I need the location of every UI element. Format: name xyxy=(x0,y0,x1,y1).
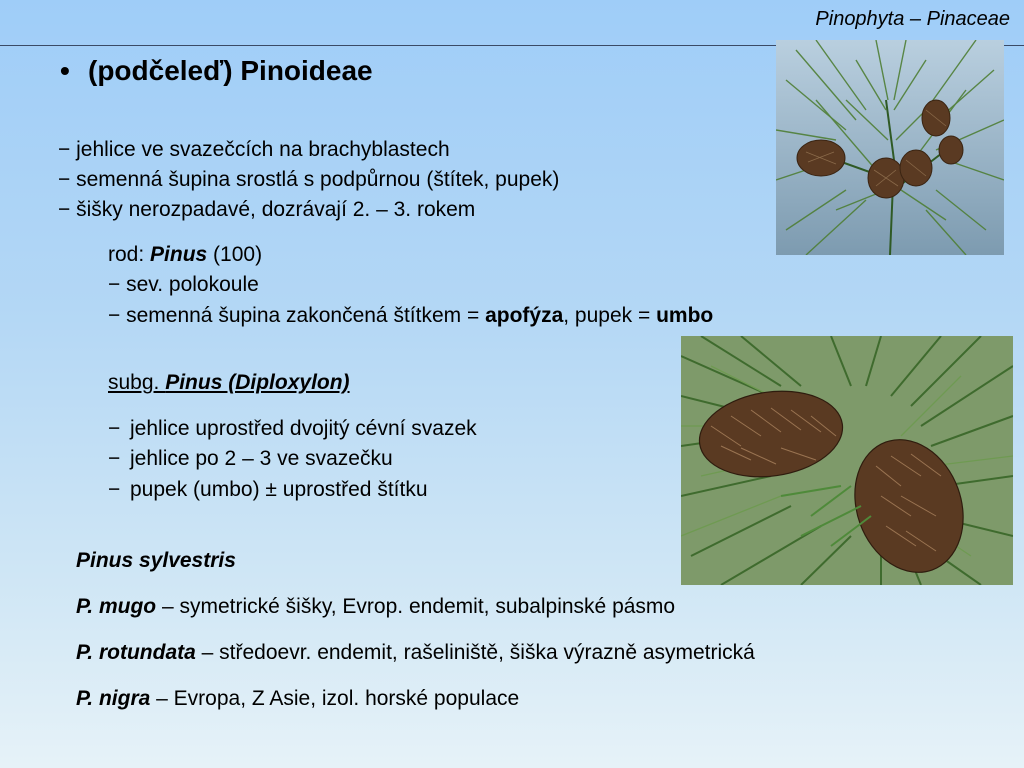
genus-detail-2-start: − semenná šupina zakončená štítkem = xyxy=(108,304,486,327)
species-desc: – symetrické šišky, Evrop. endemit, subalpinské pásmo xyxy=(156,595,676,618)
genus-count: (100) xyxy=(207,243,263,266)
subgenus-name: Pinus (Diploxylon) xyxy=(165,371,350,394)
species-name: P. rotundata xyxy=(76,641,196,664)
species-name: P. nigra xyxy=(76,687,151,710)
species-desc: – středoevr. endemit, rašeliniště, šiška výrazně asymetrická xyxy=(195,641,755,664)
dash-marker: − xyxy=(108,417,121,440)
genus-detail-2 xyxy=(108,301,713,331)
pine-cones-photo xyxy=(681,336,1013,585)
species-name: Pinus sylvestris xyxy=(76,549,236,572)
feature-line-1: − jehlice ve svazečcích na brachyblastech xyxy=(58,138,450,161)
subgenus-item-text: jehlice uprostřed dvojitý cévní svazek xyxy=(130,417,477,440)
genus-detail-1: − sev. polokoule xyxy=(108,273,259,296)
genus-detail-2-mid: , pupek = xyxy=(563,304,657,327)
section-title-text: (podčeleď) Pinoideae xyxy=(88,55,373,86)
feature-line-3: − šišky nerozpadavé, dozrávají 2. – 3. rokem xyxy=(58,198,476,221)
subgenus-prefix: subg. xyxy=(108,371,166,394)
term-apofyza: apofýza xyxy=(485,304,564,327)
dash-marker: − xyxy=(108,447,121,470)
section-title xyxy=(60,55,373,87)
genus-prefix: rod: xyxy=(108,243,151,266)
feature-line-2: − semenná šupina srostlá s podpůrnou (štítek, pupek) xyxy=(58,168,560,191)
genus-line xyxy=(108,240,262,270)
species-desc: – Evropa, Z Asie, izol. horské populace xyxy=(150,687,520,710)
species-name: P. mugo xyxy=(76,595,157,618)
species-nigra xyxy=(76,684,519,714)
species-mugo xyxy=(76,592,675,622)
subgenus-item-text: jehlice po 2 – 3 ve svazečku xyxy=(130,447,393,470)
bullet-marker: • xyxy=(60,55,70,86)
subgenus-item-text: pupek (umbo) ± uprostřed štítku xyxy=(130,478,428,501)
genus-name: Pinus xyxy=(150,243,208,266)
subgenus-item-1 xyxy=(108,414,477,444)
pine-branch-photo xyxy=(776,40,1004,255)
subgenus-item-2 xyxy=(108,444,393,474)
dash-marker: − xyxy=(108,478,121,501)
slide-header-title: Pinophyta – Pinaceae xyxy=(815,8,1010,30)
term-umbo: umbo xyxy=(656,304,714,327)
species-rotundata xyxy=(76,638,755,668)
species-sylvestris xyxy=(76,546,236,576)
subgenus-heading xyxy=(108,368,350,398)
subgenus-item-3 xyxy=(108,475,428,505)
